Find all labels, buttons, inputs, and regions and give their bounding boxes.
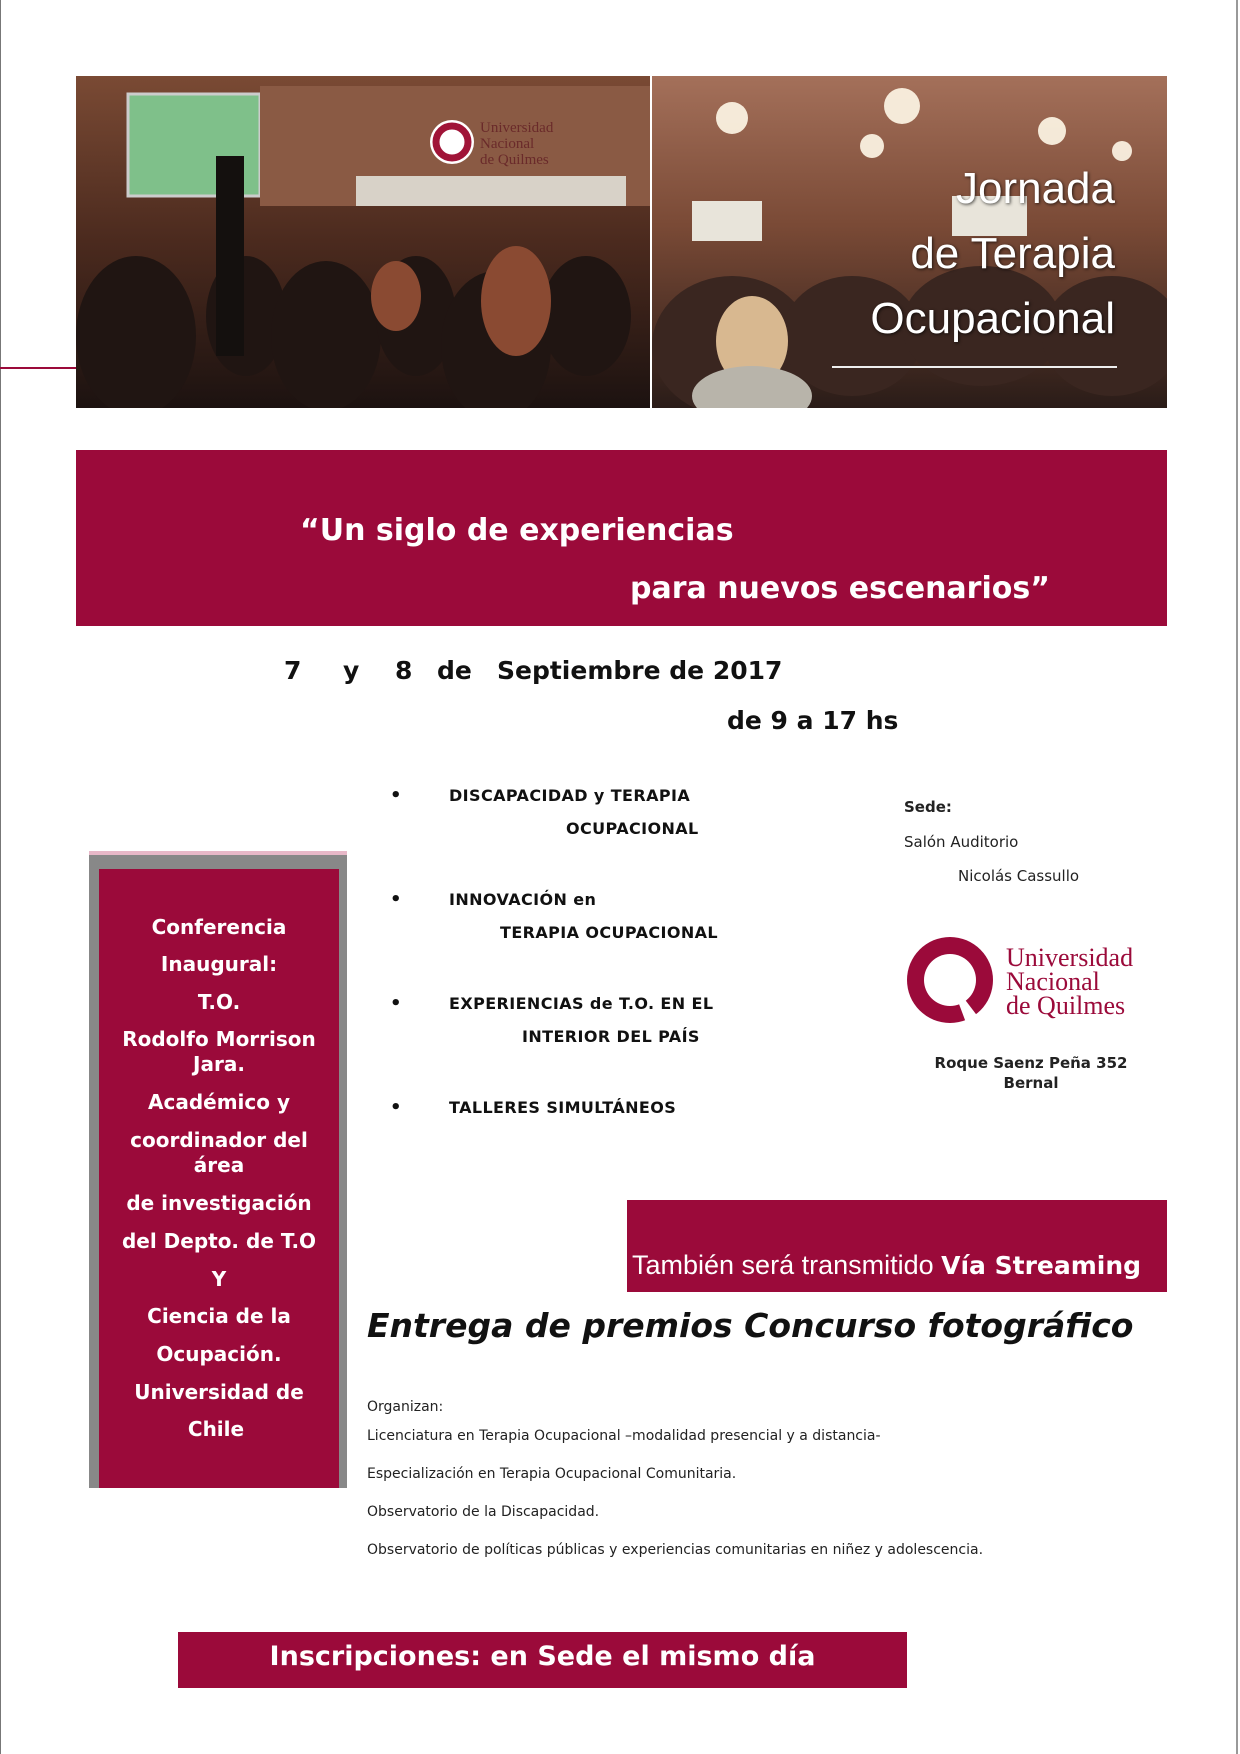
topic-1-line-1: DISCAPACIDAD y TERAPIA [449,786,691,805]
quote-line-2: para nuevos escenarios” [630,571,1050,606]
date-month-year: Septiembre de 2017 [497,656,783,685]
topic-3-line-2: INTERIOR DEL PAÍS [522,1027,700,1046]
auditorium-photo-left-image [76,76,650,408]
unq-logo-line-1: Universidad [1006,943,1134,972]
conference-line: Inaugural: [160,952,278,976]
event-hours: de 9 a 17 hs [727,706,899,735]
streaming-prefix: También será transmitido [632,1250,942,1280]
topic-bullet: • [390,889,402,910]
conference-box-top-accent [89,851,347,855]
date-day-2: 8 [395,656,413,685]
conference-line: área [193,1153,245,1177]
topic-bullet: • [390,785,402,806]
venue-hall-line-2: Nicolás Cassullo [958,867,1080,885]
date-conjunction: y [343,656,360,685]
streaming-highlight: Vía Streaming [941,1251,1142,1280]
organizer-item: Observatorio de políticas públicas y experiencias comunitarias en niñez y adolescencia. [367,1542,984,1558]
unq-logo-line-3: de Quilmes [1006,991,1126,1020]
organizer-item: Licenciatura en Terapia Ocupacional –modalidad presencial y a distancia- [367,1428,881,1444]
svg-text:Nacional: Nacional [480,136,535,152]
unq-logo-text [1006,943,1134,1020]
organizer-item: Observatorio de la Discapacidad. [367,1504,600,1520]
topic-3-line-1: EXPERIENCIAS de T.O. EN EL [449,994,714,1013]
conference-line: Rodolfo Morrison [122,1027,316,1051]
topic-bullet: • [390,1097,402,1118]
auditorium-photo-left [76,76,650,408]
conference-line: Chile [187,1417,245,1441]
organizers-label: Organizan: [367,1399,444,1415]
signup-text: Inscripciones: en Sede el mismo día [269,1641,816,1672]
event-title [652,156,1167,351]
conference-line: de investigación [126,1191,312,1215]
conference-line: del Depto. de T.O [121,1229,317,1253]
event-title-line-2: de Terapia [910,229,1115,278]
photo-logo-text: Universidad [480,120,554,136]
conference-line: Y [211,1267,227,1291]
venue-label: Sede: [904,798,952,816]
date-day-1: 7 [284,656,302,685]
topic-4-line-1: TALLERES SIMULTÁNEOS [449,1098,677,1117]
conference-line: Ciencia de la [147,1304,291,1328]
topic-1-line-2: OCUPACIONAL [566,819,699,838]
conference-line: coordinador del [130,1128,308,1152]
conference-line: Académico y [147,1090,290,1114]
title-underline [832,366,1117,368]
topic-bullet: • [390,993,402,1014]
awards-heading: Entrega de premios Concurso fotográfico [367,1306,1134,1345]
quote-line-1: “Un siglo de experiencias [300,513,734,548]
venue-address-line-2: Bernal [1003,1074,1059,1092]
auditorium-photo-right [652,76,1167,408]
accent-line [0,367,76,369]
streaming-text [632,1250,1141,1281]
topic-2-line-2: TERAPIA OCUPACIONAL [500,923,719,942]
svg-text:de Quilmes: de Quilmes [480,152,549,168]
page-border-right [1236,0,1238,1754]
event-title-line-3: Ocupacional [870,294,1115,343]
venue-hall-line-1: Salón Auditorio [904,833,1019,851]
conference-line: Universidad de [134,1380,304,1404]
topic-2-line-1: INNOVACIÓN en [449,890,597,909]
conference-line: Conferencia [151,915,287,939]
event-title-line-1: Jornada [955,164,1115,213]
page-border-left [0,0,1,1754]
organizer-item: Especialización en Terapia Ocupacional Comunitaria. [367,1466,737,1482]
conference-line: T.O. [197,990,241,1014]
conference-line: Jara. [193,1052,245,1076]
venue-address-line-1: Roque Saenz Peña 352 [934,1054,1128,1072]
date-de: de [437,656,472,685]
conference-line: Ocupación. [156,1342,282,1366]
unq-logo-line-2: Nacional [1006,967,1100,996]
